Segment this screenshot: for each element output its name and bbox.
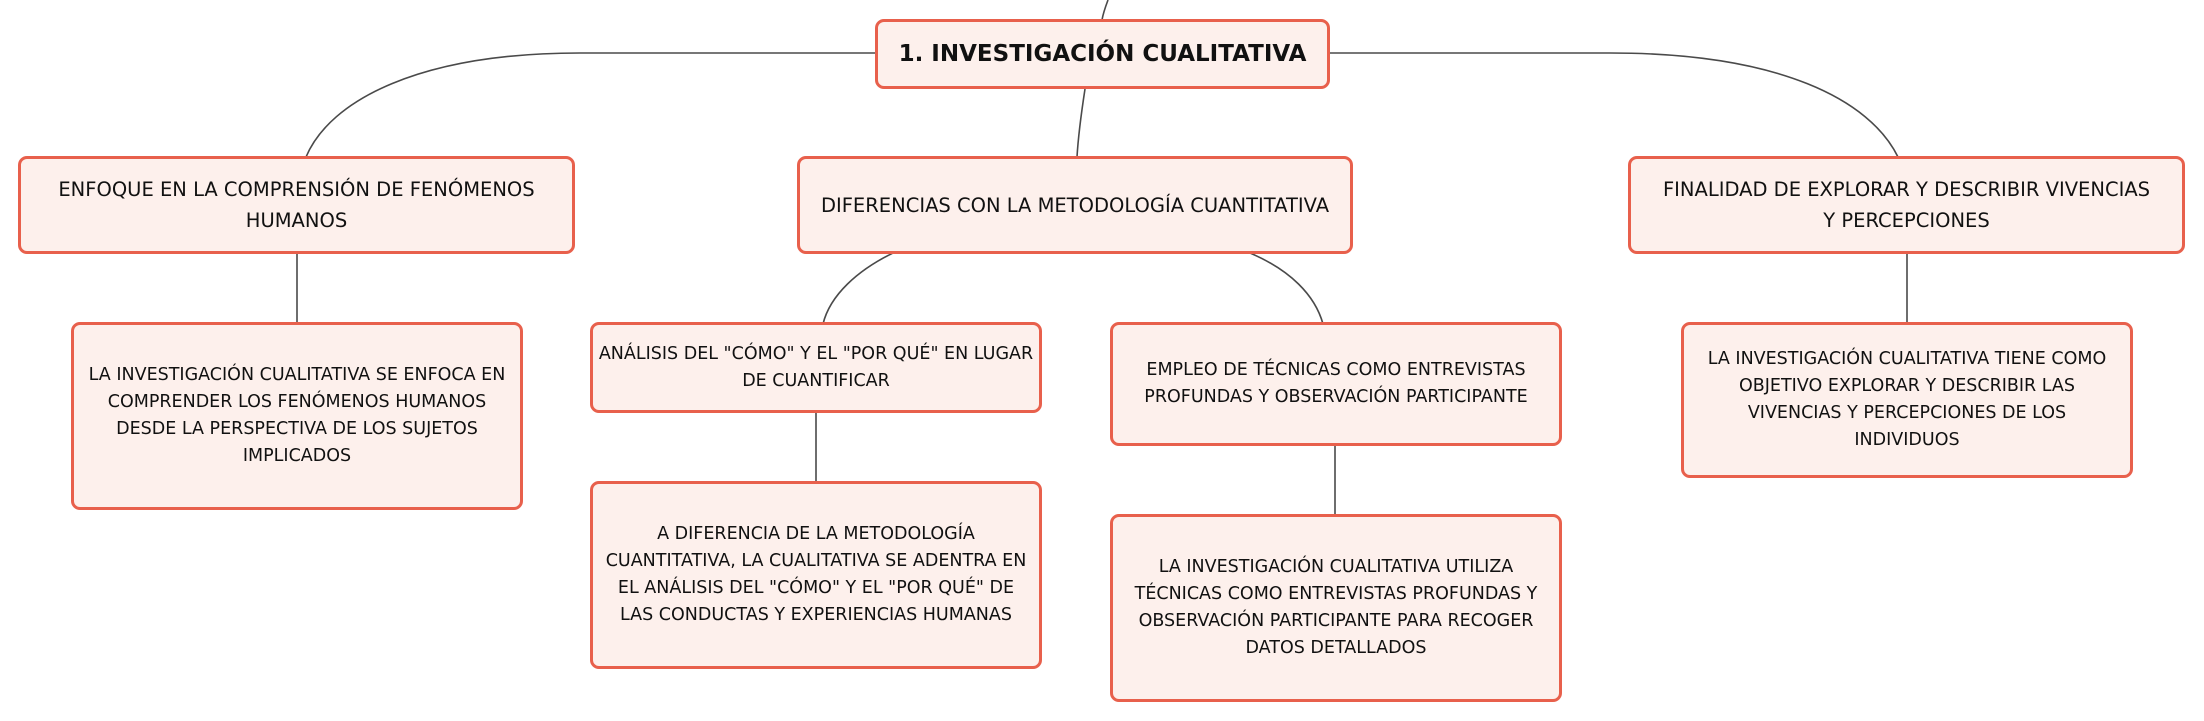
connector-root-parent: [1102, 0, 1108, 20]
connector-diferencias-to-analisis: [823, 253, 893, 324]
root-node-label: 1. INVESTIGACIÓN CUALITATIVA: [898, 41, 1307, 67]
finalidad-detail[interactable]: [1681, 322, 2133, 478]
connector-root-to-diferencias: [1077, 89, 1085, 157]
analisis-detail-text: A DIFERENCIA DE LA METODOLOGÍA CUANTITATIVA, LA CUALITATIVA SE ADENTRA EN EL ANÁLISIS DEL "CÓMO" Y EL "POR QUÉ" DE LAS CONDUCTAS Y EXPERIENCIAS HUMANAS: [605, 524, 1027, 625]
empleo-detail-text: LA INVESTIGACIÓN CUALITATIVA UTILIZA TÉCNICAS COMO ENTREVISTAS PROFUNDAS Y OBSERVACIÓN PARTICIPANTE PARA RECOGER DATOS DETALLADOS: [1134, 557, 1538, 658]
branch-diferencias-label: DIFERENCIAS CON LA METODOLOGÍA CUANTITATIVA: [820, 193, 1330, 217]
connector-root-to-finalidad: [1330, 53, 1898, 157]
analisis-detail[interactable]: [590, 481, 1042, 669]
sub-empleo[interactable]: [1110, 322, 1562, 446]
sub-empleo-label: EMPLEO DE TÉCNICAS COMO ENTREVISTAS PROFUNDAS Y OBSERVACIÓN PARTICIPANTE: [1144, 360, 1528, 407]
enfoque-detail-text: LA INVESTIGACIÓN CUALITATIVA SE ENFOCA EN COMPRENDER LOS FENÓMENOS HUMANOS DESDE LA PERSPECTIVA DE LOS SUJETOS IMPLICADOS: [88, 365, 506, 466]
connector-root-to-enfoque: [306, 53, 877, 157]
empleo-detail[interactable]: [1110, 514, 1562, 702]
sub-analisis-label: ANÁLISIS DEL "CÓMO" Y EL "POR QUÉ" EN LUGAR DE CUANTIFICAR: [598, 343, 1034, 391]
sub-analisis[interactable]: [590, 322, 1042, 413]
branch-finalidad-label: FINALIDAD DE EXPLORAR Y DESCRIBIR VIVENCIAS Y PERCEPCIONES: [1662, 178, 2151, 232]
connector-diferencias-to-empleo: [1250, 253, 1323, 324]
branch-enfoque[interactable]: [18, 156, 575, 254]
finalidad-detail-text: LA INVESTIGACIÓN CUALITATIVA TIENE COMO OBJETIVO EXPLORAR Y DESCRIBIR LAS VIVENCIAS Y PERCEPCIONES DE LOS INDIVIDUOS: [1707, 349, 2107, 450]
branch-diferencias[interactable]: [797, 156, 1353, 254]
enfoque-detail[interactable]: [71, 322, 523, 510]
branch-finalidad[interactable]: [1628, 156, 2185, 254]
root-node[interactable]: [875, 19, 1330, 89]
branch-enfoque-label: ENFOQUE EN LA COMPRENSIÓN DE FENÓMENOS HUMANOS: [58, 178, 535, 232]
